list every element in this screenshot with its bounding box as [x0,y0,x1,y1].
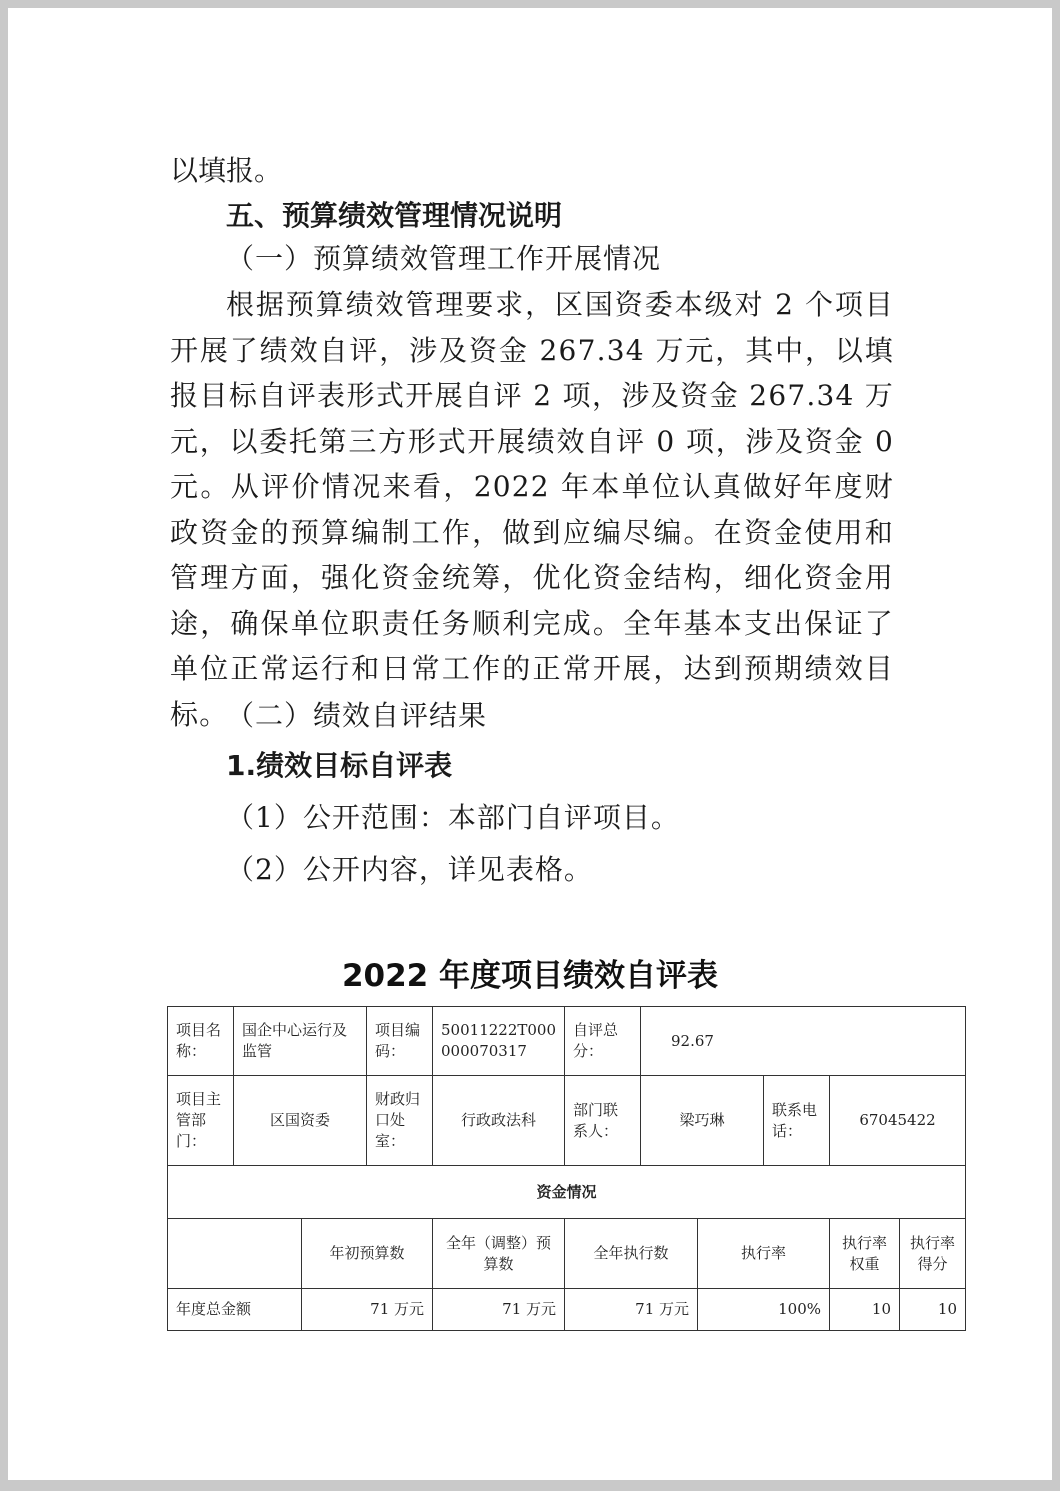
table-value-cell: 行政政法科 [433,1076,565,1166]
table-row [168,1166,966,1219]
table-value-cell: 67045422 [830,1076,966,1166]
list-item: （1）公开范围：本部门自评项目。 [226,801,680,834]
column-header: 执行率得分 [900,1219,966,1289]
table-value-cell: 国企中心运行及监管 [234,1007,367,1076]
body-paragraph: 根据预算绩效管理要求，区国资委本级对 2 个项目开展了绩效自评，涉及资金 267.34 万元，其中，以填报目标自评表形式开展自评 2 项，涉及资金 267.34 万元，以委托第三方形式开展绩效自评 0 项，涉及资金 0 元。从评价情况来看，2022 年本单位认真做好年度财政资金的预算编制工作，做到应编尽编。在资金使用和管理方面，强化资金统筹，优化资金结构，细化资金用途，确保单位职责任务顺利完成。全年基本支出保证了单位正常运行和日常工作的正常开展，达到预期绩效目标。 [170,288,894,731]
table-label-cell: 联系电话： [764,1076,830,1166]
table-label-cell: 项目主管部门： [168,1076,234,1166]
table-label-cell: 财政归口处室： [367,1076,433,1166]
table-label-cell: 项目名称： [168,1007,234,1076]
table-label-cell: 项目编码： [367,1007,433,1076]
table-row [168,1007,966,1076]
table-value-cell: 71 万元 [302,1289,433,1331]
document-page [8,8,1052,1480]
table-title: 2022 年度项目绩效自评表 [341,958,719,994]
table-row [168,1289,966,1331]
table-value-cell: 10 [900,1289,966,1331]
list-item: （2）公开内容，详见表格。 [226,853,593,886]
table-value-cell: 50011222T000000070317 [433,1007,565,1076]
column-header: 执行率 [698,1219,830,1289]
table-value-cell: 92.67 [641,1007,966,1076]
table-value-cell: 梁巧琳 [641,1076,764,1166]
performance-table [167,1006,966,1331]
column-header: 执行率权重 [830,1219,900,1289]
table-value-cell: 区国资委 [234,1076,367,1166]
table-value-cell: 10 [830,1289,900,1331]
subsection-heading-2: （二）绩效自评结果 [226,699,488,732]
table-label-cell: 自评总分： [565,1007,641,1076]
text-line: 以填报。 [170,154,283,187]
column-header: 年初预算数 [302,1219,433,1289]
funds-header: 资金情况 [168,1166,966,1219]
table-label-cell: 部门联系人： [565,1076,641,1166]
table-empty-cell [168,1219,302,1289]
table-value-cell: 100% [698,1289,830,1331]
row-label-cell: 年度总金额 [168,1289,302,1331]
column-header: 全年执行数 [565,1219,698,1289]
section-heading: 五、预算绩效管理情况说明 [226,199,563,232]
column-header: 全年（调整）预算数 [433,1219,565,1289]
table-value-cell: 71 万元 [433,1289,565,1331]
table-row [168,1076,966,1166]
subsection-heading: （一）预算绩效管理工作开展情况 [226,242,662,275]
table-value-cell: 71 万元 [565,1289,698,1331]
table-row [168,1219,966,1289]
item-heading: 1.绩效目标自评表 [226,749,453,782]
